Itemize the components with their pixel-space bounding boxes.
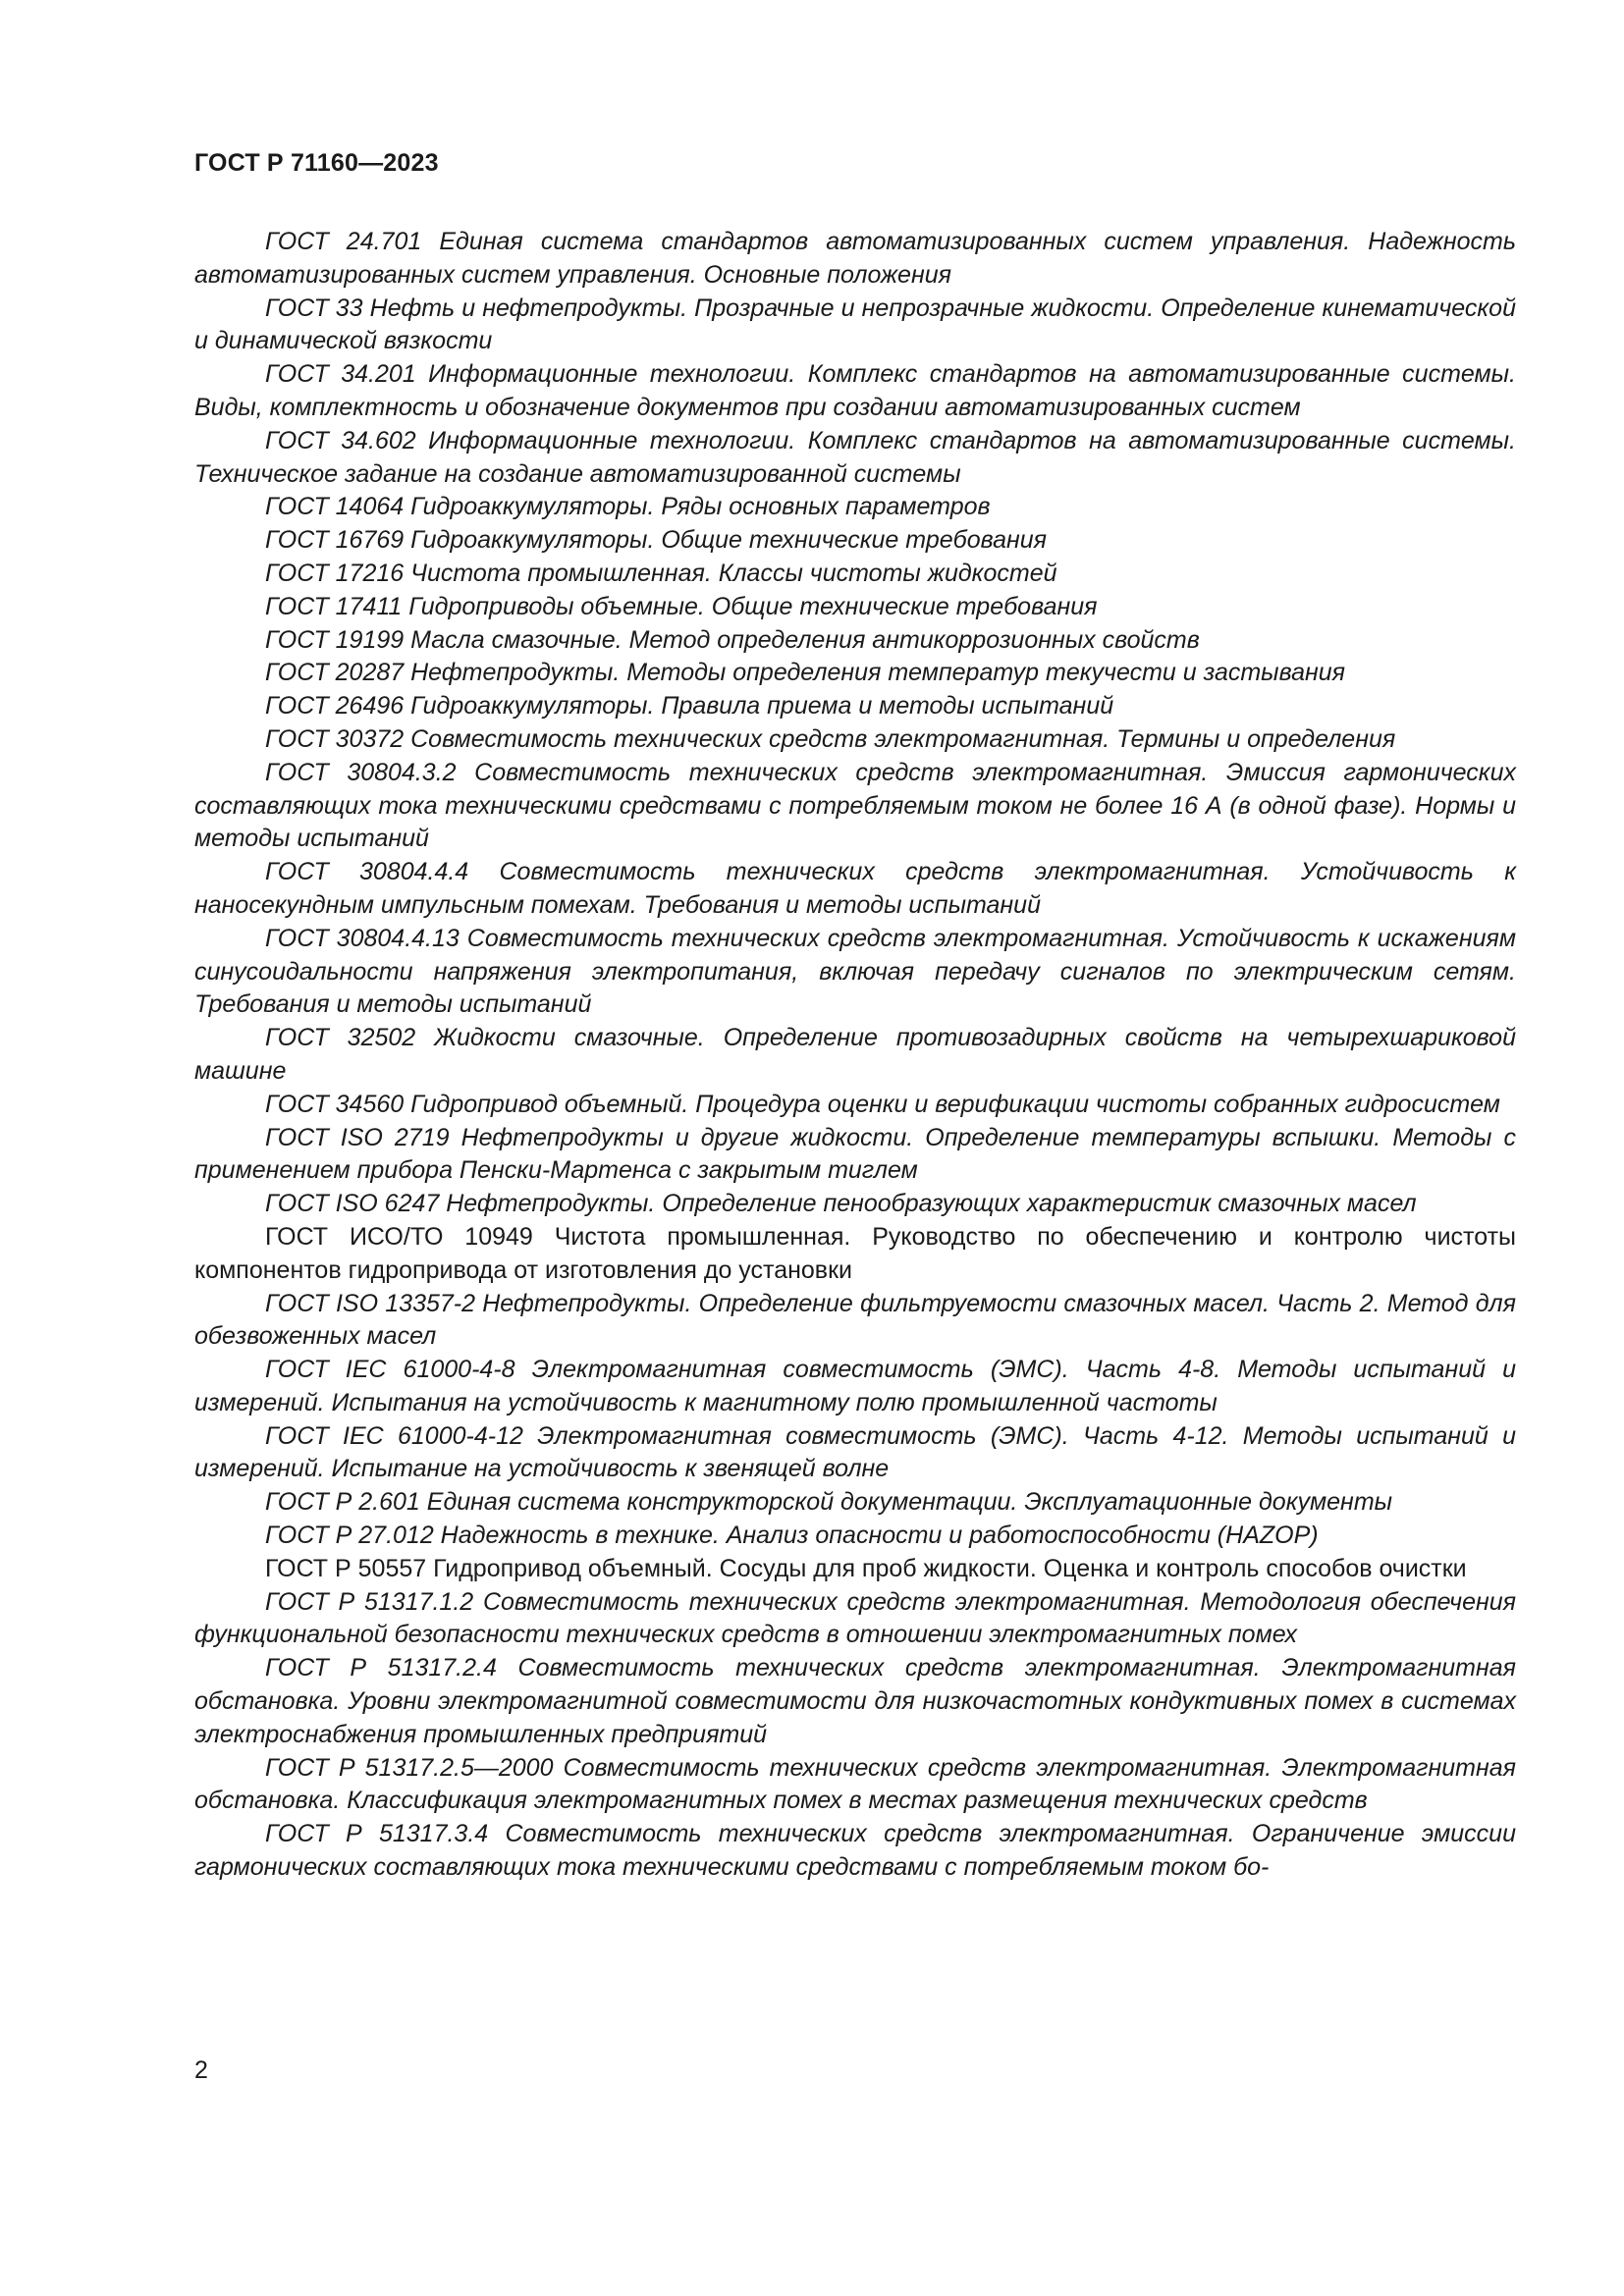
reference-item: ГОСТ Р 51317.2.4 Совместимость технических средств электромагнитная. Электромагнитная обстановка. Уровни электромагнитной совместимости для низкочастотных кондуктивных помех в системах электроснабжения промышленных предприятий: [194, 1654, 1516, 1748]
reference-item: ГОСТ 30804.4.13 Совместимость технических средств электромагнитная. Устойчивость к искажениям синусоидальности напряжения электропитания, включая передачу сигналов по электрическим сетям. Требования и методы испытаний: [194, 924, 1516, 1019]
reference-item: ГОСТ Р 51317.1.2 Совместимость технических средств электромагнитная. Методология обеспечения функциональной безопасности технических средств в отношении электромагнитных помех: [194, 1587, 1516, 1649]
reference-item: ГОСТ 30804.3.2 Совместимость технических средств электромагнитная. Эмиссия гармонических составляющих тока техническими средствами с потребляемым током не более 16 А (в одной фазе). Нормы и методы испытаний: [194, 758, 1516, 853]
reference-item: ГОСТ 30804.4.4 Совместимость технических средств электромагнитная. Устойчивость к наносекундным импульсным помехам. Требования и методы испытаний: [194, 858, 1516, 919]
reference-item: ГОСТ IEC 61000-4-12 Электромагнитная совместимость (ЭМС). Часть 4-12. Методы испытаний и измерений. Испытание на устойчивость к звенящей волне: [194, 1421, 1516, 1483]
reference-item: ГОСТ 17216 Чистота промышленная. Классы чистоты жидкостей: [265, 559, 1057, 587]
reference-item: ГОСТ 32502 Жидкости смазочные. Определение противозадирных свойств на четырехшариковой машине: [194, 1024, 1516, 1085]
reference-item: ГОСТ 14064 Гидроаккумуляторы. Ряды основных параметров: [265, 493, 991, 521]
page-number: 2: [194, 2056, 208, 2084]
reference-item: ГОСТ ИСО/ТО 10949 Чистота промышленная. Руководство по обеспечению и контролю чистоты компонентов гидропривода от изготовления до установки: [194, 1222, 1516, 1284]
reference-item: ГОСТ Р 2.601 Единая система конструкторской документации. Эксплуатационные документы: [265, 1488, 1393, 1517]
reference-item: ГОСТ 33 Нефть и нефтепродукты. Прозрачные и непрозрачные жидкости. Определение кинематической и динамической вязкости: [194, 294, 1516, 355]
reference-item: ГОСТ 34.602 Информационные технологии. Комплекс стандартов на автоматизированные системы. Техническое задание на создание автоматизированной системы: [194, 426, 1516, 488]
reference-item: ГОСТ 16769 Гидроаккумуляторы. Общие технические требования: [265, 526, 1048, 555]
reference-item: ГОСТ Р 50557 Гидропривод объемный. Сосуды для проб жидкости. Оценка и контроль способов очистки: [265, 1554, 1467, 1582]
reference-item: ГОСТ Р 51317.3.4 Совместимость технических средств электромагнитная. Ограничение эмиссии гармонических составляющих тока техническими средствами с потребляемым током бо-: [194, 1820, 1516, 1882]
document-header: ГОСТ Р 71160—2023: [194, 149, 439, 177]
reference-item: ГОСТ 20287 Нефтепродукты. Методы определения температур текучести и застывания: [265, 659, 1345, 687]
reference-item: ГОСТ 26496 Гидроаккумуляторы. Правила приема и методы испытаний: [265, 692, 1114, 721]
reference-item: ГОСТ Р 27.012 Надежность в технике. Анализ опасности и работоспособности (HAZOP): [265, 1522, 1319, 1550]
reference-item: ГОСТ 34560 Гидропривод объемный. Процедура оценки и верификации чистоты собранных гидросистем: [265, 1090, 1500, 1118]
reference-item: ГОСТ ISO 6247 Нефтепродукты. Определение пенообразующих характеристик смазочных масел: [265, 1190, 1417, 1218]
reference-item: ГОСТ 24.701 Единая система стандартов автоматизированных систем управления. Надежность автоматизированных систем управления. Основные положения: [194, 228, 1516, 289]
reference-item: ГОСТ ISO 13357-2 Нефтепродукты. Определение фильтруемости смазочных масел. Часть 2. Метод для обезвоженных масел: [194, 1289, 1516, 1351]
reference-item: ГОСТ 30372 Совместимость технических средств электромагнитная. Термины и определения: [265, 724, 1396, 753]
normative-references-list: [194, 226, 1516, 1885]
reference-item: ГОСТ IEC 61000-4-8 Электромагнитная совместимость (ЭМС). Часть 4-8. Методы испытаний и измерений. Испытания на устойчивость к магнитному полю промышленной частоты: [194, 1356, 1516, 1416]
reference-item: ГОСТ 19199 Масла смазочные. Метод определения антикоррозионных свойств: [265, 625, 1200, 654]
reference-item: ГОСТ ISO 2719 Нефтепродукты и другие жидкости. Определение температуры вспышки. Методы с применением прибора Пенски-Мартенса с закрытым тиглем: [194, 1123, 1516, 1185]
reference-item: ГОСТ 34.201 Информационные технологии. Комплекс стандартов на автоматизированные системы. Виды, комплектность и обозначение документов при создании автоматизированных систем: [194, 360, 1516, 421]
reference-item: ГОСТ 17411 Гидроприводы объемные. Общие технические требования: [265, 592, 1098, 620]
reference-item: ГОСТ Р 51317.2.5—2000 Совместимость технических средств электромагнитная. Электромагнитная обстановка. Классификация электромагнитных помех в местах размещения технических средств: [194, 1753, 1516, 1815]
